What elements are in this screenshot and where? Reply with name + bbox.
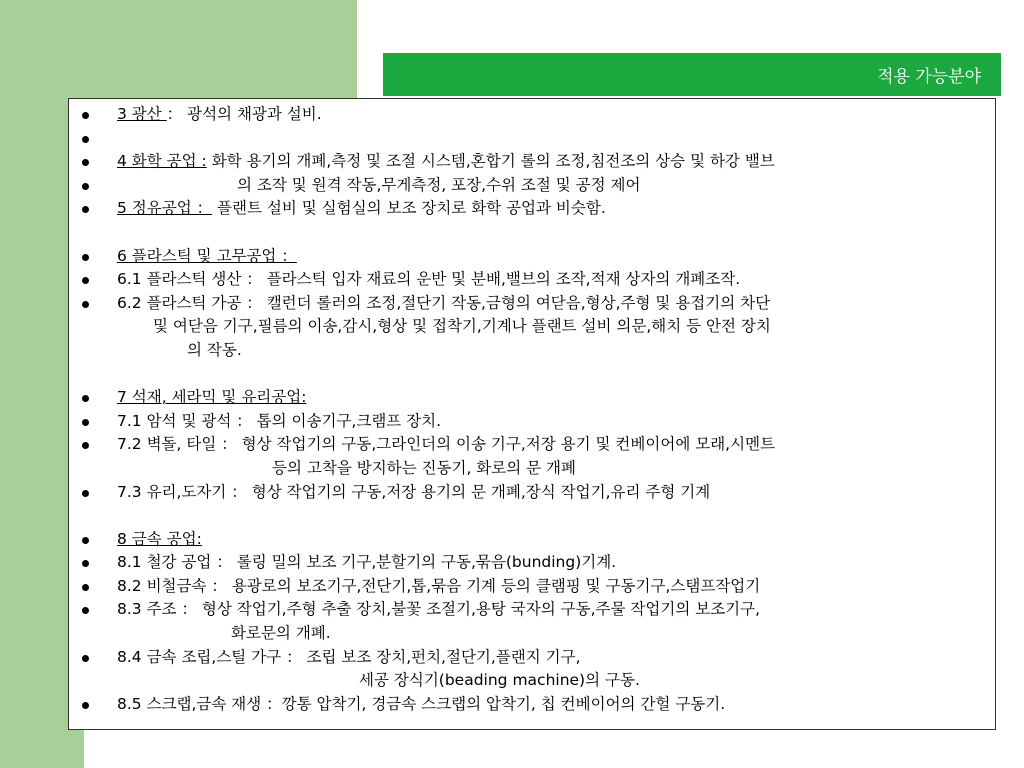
section-heading: 5 정유공업 ： [117,199,213,218]
list-item [69,598,995,622]
title-bar [383,53,1001,96]
bullet-icon [82,702,89,709]
item-text: 8.1 철강 공업 ： 롤링 밀의 보조 기구,분할기의 구동,묶음(bunding)기계. [117,553,617,572]
bullet-icon [82,537,89,544]
bullet-icon [82,442,89,449]
bullet-icon [82,560,89,567]
bullet-icon [82,112,89,119]
item-text: 7.1 암석 및 광석 ： 톱의 이송기구,크램프 장치. [117,411,442,430]
item-text: 8.5 스크랩,금속 재생 ：깡통 압착기, 경금속 스크랩의 압착기, 칩 컨베이어의 간헐 구동기. [117,694,726,713]
bullet-list [69,103,995,716]
bullet-icon [82,419,89,426]
bullet-icon [82,395,89,402]
list-item [69,410,995,434]
blank-line [69,363,995,387]
list-item [69,386,995,410]
bullet-icon [82,584,89,591]
bullet-icon [82,607,89,614]
continuation-line [69,669,995,693]
continuation-line [69,622,995,646]
continuation-line [69,339,995,363]
top-block-decoration [0,0,357,98]
blank-line [69,504,995,528]
section-heading: 4 화학 공업 : [117,152,207,171]
item-text: 세공 장식기(beading machine)의 구동. [359,671,640,690]
item-text: 6.1 플라스틱 생산 ： 플라스틱 입자 재료의 운반 및 분배,밸브의 조작,적재 상자의 개폐조작. [117,270,741,289]
item-text: 플랜트 설비 및 실험실의 보조 장치로 화학 공업과 비슷함. [212,199,606,218]
item-text: 7.2 벽돌, 타일 ： 형상 작업기의 구동,그라인더의 이송 기구,저장 용기 및 컨베이어에 모래,시멘트 [117,435,776,454]
slide-title: 적용 가능분야 [877,67,981,87]
list-item [69,693,995,717]
list-item-text [117,197,606,221]
list-item-text [117,150,775,174]
bullet-icon [82,277,89,284]
list-item [69,150,995,174]
continuation-line [69,457,995,481]
item-text: 등의 고착을 방지하는 진동기, 화로의 문 개폐 [272,458,577,477]
item-text: 화로문의 개폐. [231,624,331,643]
list-item [69,528,995,552]
bullet-icon [82,206,89,213]
list-item [69,292,995,316]
bullet-icon [82,254,89,261]
list-item [69,268,995,292]
section-heading: 8 금속 공업: [117,529,202,548]
list-item [69,174,995,198]
item-text: 8.3 주조 ： 형상 작업기,주형 추출 장치,불꽃 조절기,용탕 국자의 구동,주물 작업기의 보조기구, [117,600,761,619]
bullet-icon [82,490,89,497]
item-text: 및 여닫음 기구,필름의 이송,감시,형상 및 접착기,기계나 플랜트 설비 의문,해치 등 안전 장치 [153,317,771,336]
item-text: 8.2 비철금속 ： 용광로의 보조기구,전단기,톱,묶음 기계 등의 클램핑 및 구동기구,스탬프작업기 [117,576,761,595]
item-text: 화학 용기의 개폐,측정 및 조절 시스템,혼합기 롤의 조정,침전조의 상승 및 하강 밸브 [206,152,775,171]
item-text: 의 조작 및 원격 작동,무게측정, 포장,수위 조절 및 공정 제어 [237,175,641,194]
list-item [69,245,995,269]
list-item-empty [69,127,995,151]
blank-line [69,221,995,245]
continuation-line [69,315,995,339]
list-item-text [117,103,322,127]
list-item [69,646,995,670]
section-heading: 7 석재, 세라믹 및 유리공업: [117,388,307,407]
bullet-icon [82,301,89,308]
item-text: 7.3 유리,도자기 ： 형상 작업기의 구동,저장 용기의 문 개폐,장식 작업기,유리 주형 기계 [117,482,711,501]
bullet-icon [82,159,89,166]
item-text: ： 광석의 채광과 설비. [166,105,322,123]
list-item [69,103,995,127]
item-text: 8.4 금속 조립,스틸 가구 ： 조립 보조 장치,펀치,절단기,플랜지 기구, [117,647,581,666]
item-text: 6.2 플라스틱 가공 ： 캘런더 롤러의 조정,절단기 작동,금형의 여닫음,형상,주형 및 용접기의 차단 [117,293,771,312]
section-heading: 3 광산 [117,105,167,123]
list-item [69,197,995,221]
bullet-icon [82,136,89,143]
list-item [69,481,995,505]
list-item [69,575,995,599]
content-box [68,98,996,730]
list-item [69,551,995,575]
bullet-icon [82,183,89,190]
list-item [69,433,995,457]
bullet-icon [82,655,89,662]
item-text: 의 작동. [187,340,242,359]
section-heading: 6 플라스틱 및 고무공업 ： [117,246,297,265]
